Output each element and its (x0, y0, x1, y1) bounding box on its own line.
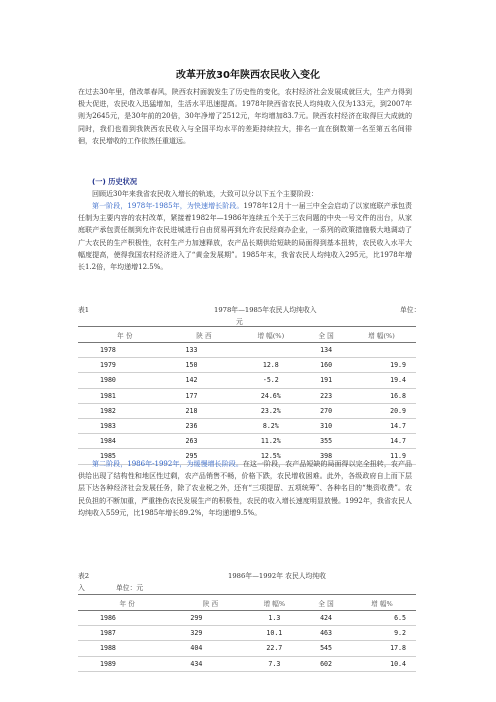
table-cell: 424 (304, 611, 348, 626)
table2-header-national-growth: 增 幅% (348, 595, 416, 611)
table2-header-national: 全 国 (304, 595, 348, 611)
table-row (78, 343, 416, 358)
table-cell: 299 (176, 611, 244, 626)
table-cell: 404 (176, 641, 244, 656)
table-cell: 398 (305, 449, 347, 464)
table1-caption (78, 304, 421, 326)
table-cell: 1.3 (245, 611, 305, 626)
table2-number: 表2 (78, 572, 90, 580)
section-intro: 回顾近30年来我省农民收入增长的轨迹，大致可以分以下五个主要阶段： (92, 190, 318, 198)
table1-number: 表1 (78, 306, 90, 314)
table2-unit: 单位：元 (116, 584, 144, 592)
stage1-paragraph (78, 200, 412, 273)
table1-header-shaanxi: 陕 西 (172, 327, 237, 343)
table2 (78, 594, 416, 672)
table-cell: 24.6% (236, 388, 305, 403)
table2-header-year: 年 份 (78, 595, 176, 611)
table-row (78, 403, 416, 418)
table-cell: 22.7 (245, 641, 305, 656)
table-cell: 10.4 (348, 656, 416, 671)
table-cell: 218 (172, 403, 237, 418)
table-cell: 1988 (78, 641, 176, 656)
table-cell: 463 (304, 626, 348, 641)
table-row (78, 656, 416, 671)
table-cell: 14.7 (347, 434, 416, 449)
table-cell: 8.2% (236, 418, 305, 433)
intro-paragraph: 在过去30年里，借改革春风，陕西农村面貌发生了历史性的变化，农村经济社会发展成就巨大，生产力得到极大促进，农民收入迅猛增加，生活水平迅速提高。1978年陕西省农民人均纯收入仅为133元，到2007年则为2645元，是30年前的20倍，30年净增了2512元，年均增加83.7元。陕西农村经济在取得巨大成就的同时，我们也看到我陕西农民收入与全国平均水平的差距持续拉大，排名一直在倒数第一名至第五名间徘徊，农民增收的工作依然任重道远。 (78, 88, 412, 145)
table-cell: 14.7 (347, 418, 416, 433)
table-cell: 6.5 (348, 611, 416, 626)
table-cell: 1986 (78, 611, 176, 626)
table-row (78, 418, 416, 433)
table-cell: 602 (304, 656, 348, 671)
table-cell (347, 343, 416, 358)
table-cell: 1978 (78, 343, 172, 358)
table-cell: 1982 (78, 403, 172, 418)
table-cell: 236 (172, 418, 237, 433)
table-cell: 545 (304, 641, 348, 656)
table-cell: 434 (176, 656, 244, 671)
table-row (78, 373, 416, 388)
table-cell (236, 343, 305, 358)
table-cell: 134 (305, 343, 347, 358)
table-cell: 19.9 (347, 358, 416, 373)
table-cell: 16.8 (347, 388, 416, 403)
stage2-paragraph (78, 458, 412, 519)
page-title: 改革开放30年陕西农民收入变化 (176, 70, 320, 81)
table-cell: 17.8 (348, 641, 416, 656)
table-cell: 10.1 (245, 626, 305, 641)
table-cell: 191 (305, 373, 347, 388)
table2-caption (78, 570, 416, 592)
stage1-lead: 第一阶段，1978年-1985年，为快速增长阶段。 (92, 202, 244, 210)
table-row (78, 641, 416, 656)
table-row (78, 388, 416, 403)
table2-header-growth: 增 幅% (245, 595, 305, 611)
table-cell: 12.8 (236, 358, 305, 373)
table-cell: 329 (176, 626, 244, 641)
table1 (78, 326, 416, 465)
table2-header-shaanxi: 陕 西 (176, 595, 244, 611)
stage2-body: 在这一阶段，农产品短缺的局面得以完全扭转，农产品供给出现了结构性和地区性过剩，农产品销售不畅，价格下跌，农民增收困难。此外，各级政府自上而下层层下达各种经济社会发展任务，除了农业税之外，还有“三项提留、五项统筹”、各种名目的“集资收费”。农民负担的不断加重，严重挫伤农民发展生产的积极性，农民的收入增长速度明显放慢。1992年，我省农民人均纯收入559元，比1985年增长89.2%，年均递增9.5%。 (78, 460, 412, 517)
table-row (78, 611, 416, 626)
table1-header-year: 年 份 (78, 327, 172, 343)
table-cell: 133 (172, 343, 237, 358)
table-row (78, 434, 416, 449)
table-cell: 263 (172, 434, 237, 449)
table1-header-national-growth: 增 幅(%) (347, 327, 416, 343)
table-cell: 223 (305, 388, 347, 403)
table-cell: 11.9 (347, 449, 416, 464)
table-cell: 150 (172, 358, 237, 373)
table-cell: 11.2% (236, 434, 305, 449)
table-cell: 9.2 (348, 626, 416, 641)
table1-unit-continued: 元 (236, 318, 243, 326)
table-cell: 160 (305, 358, 347, 373)
table-cell: -5.2 (236, 373, 305, 388)
table-cell: 19.4 (347, 373, 416, 388)
table1-title: 1978年—1985年农民人均纯收入 (214, 306, 317, 314)
table-cell: 20.9 (347, 403, 416, 418)
table-cell: 355 (305, 434, 347, 449)
table1-header-national: 全 国 (305, 327, 347, 343)
table-cell: 1981 (78, 388, 172, 403)
table-row (78, 358, 416, 373)
table-cell: 177 (172, 388, 237, 403)
table-cell: 1984 (78, 434, 172, 449)
section-heading: (一) 历史状况 (92, 177, 138, 186)
stage2-lead: 第二阶段，1986年-1992年，为缓慢增长阶段。 (92, 460, 243, 468)
table-cell: 1987 (78, 626, 176, 641)
table-cell: 142 (172, 373, 237, 388)
table-cell: 1980 (78, 373, 172, 388)
table-cell: 23.2% (236, 403, 305, 418)
table-cell: 1979 (78, 358, 172, 373)
table1-unit: 单位： (400, 306, 421, 314)
table1-header-growth: 增 幅(%) (236, 327, 305, 343)
table-cell: 12.5% (236, 449, 305, 464)
table2-title-continued: 入 (78, 584, 85, 592)
stage1-body: 1978年12月十一届三中全会启动了以家庭联产承包责任制为主要内容的农村改革，紧接着1982年—1986年连续五个关于三农问题的中央一号文件的出台，从家庭联产承包责任制到允许农民进城进行自由贸易再到允许农民经商办企业，一系列的政策措施极大地调动了广大农民的生产积极性，农村生产力加速释放，农产品长期供给短缺的局面得到基本扭转，农民收入水平大幅度提高，使得我国农村经济进入了“黄金发展期”。1985年末，我省农民人均纯收入295元，比1978年增长1.2倍，年均递增12.5%。 (78, 202, 412, 272)
table-cell: 1989 (78, 656, 176, 671)
table2-header-row (78, 595, 416, 611)
table-cell: 310 (305, 418, 347, 433)
table2-title: 1986年—1992年 农民人均纯收 (228, 572, 326, 580)
table1-header-row (78, 327, 416, 343)
table-row (78, 626, 416, 641)
table-cell: 7.3 (245, 656, 305, 671)
table-cell: 295 (172, 449, 237, 464)
table-cell: 1985 (78, 449, 172, 464)
table-cell: 270 (305, 403, 347, 418)
table-cell: 1983 (78, 418, 172, 433)
